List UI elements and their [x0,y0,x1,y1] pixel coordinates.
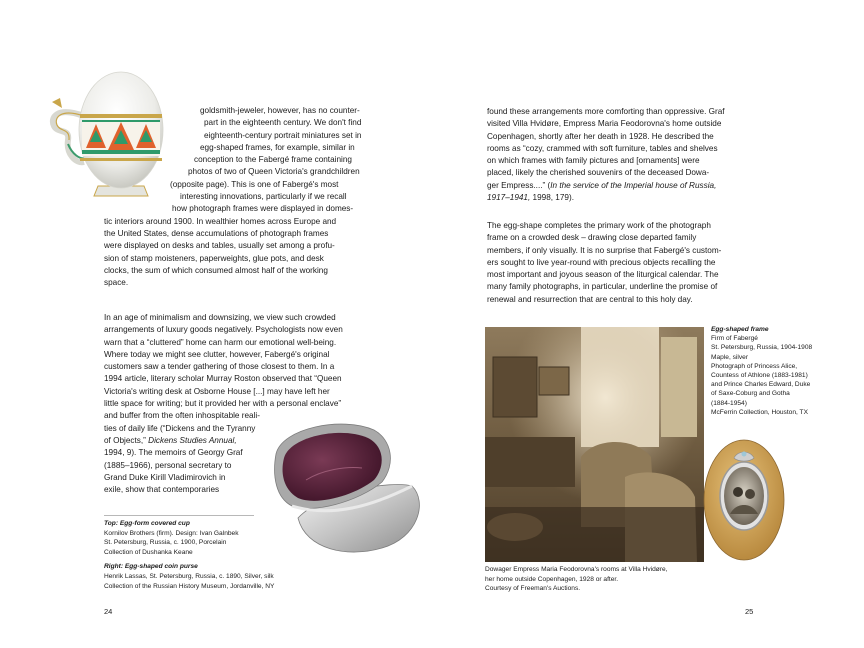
caption-line: and Prince Charles Edward, Duke [711,381,811,389]
caption-title: Right: Egg-shaped coin purse [104,563,198,571]
text-segment: ger Empress....” ( [487,180,551,190]
caption-line: her home outside Copenhagen, 1928 or after. [485,575,619,583]
italic-citation: In the service of the Imperial house of Russia, [550,180,717,190]
text-line: eighteenth-century portrait miniatures set in [204,130,362,140]
right-paragraph-1 [487,106,757,204]
text-line: 1994 article, literary scholar Murray Roston observed that “Queen [104,374,342,384]
caption-line: Maple, silver [711,353,749,361]
page-number-right: 25 [745,607,754,616]
text-line: many family photographs, in particular, underline the promise of [487,282,718,292]
villa-hvidore-room-photo [485,327,704,562]
text-line: visited Villa Hvidøre, Empress Maria Feodorovna's home outside [487,119,722,129]
text-line: most important and joyous season of the liturgical calendar. The [487,270,719,280]
right-paragraph-2 [487,220,757,306]
text-line: little space for writing; but it provided her with a personal enclave” [104,399,342,409]
caption-line: Dowager Empress Maria Feodorovna's rooms at Villa Hvidøre, [485,566,668,573]
text-line: ties of daily life (“Dickens and the Tyranny [104,423,256,433]
text-line: exile, show that contemporaries [104,485,220,495]
caption-line: Firm of Fabergé [711,335,758,343]
text-line: tic interiors around 1900. In wealthier homes across Europe and [104,216,337,226]
text-line: 1994, 9). The memoirs of Georgy Graf [104,448,243,458]
text-line: how photograph frames were displayed in domes- [172,204,354,214]
caption-line: Henrik Lassas, St. Petersburg, Russia, c. 1890, Silver, silk [104,572,274,580]
left-paragraph-1 [104,105,380,289]
text-line: interesting innovations, particularly if we recall [180,192,347,202]
text-line: clocks, the sum of which consumed almost half of the working [104,265,328,275]
italic-citation: Dickens Studies Annual, [148,435,237,445]
text-line: Grand Duke Kirill Vladimirovich in [104,472,226,482]
italic-citation: 1917–1941, [487,193,531,203]
frame-caption [711,325,861,417]
text-line: frame on a crowded desk – drawing close departed family [487,233,697,243]
text-line: warn that a “cluttered” home can harm our emotional well-being. [104,337,337,347]
caption-line: Courtesy of Freeman's Auctions. [485,585,581,593]
caption-line: Photograph of Princess Alice, [711,362,798,370]
caption-line: St. Petersburg, Russia, c. 1900, Porcelain [104,539,227,547]
text-line: ers sought to live year-round with precious objects recalling the [487,257,716,267]
text-line: were displayed on desks and tables, usually set among a profu- [104,241,335,251]
text-line: part in the eighteenth century. We don't find [204,118,362,128]
text-line: the United States, dense accumulations of photograph frames [104,228,329,238]
text-line: found these arrangements more comforting than oppressive. Graf [487,107,725,116]
text-line: goldsmith-jeweler, however, has no counter- [200,106,360,115]
caption-line: Collection of Dushanka Keane [104,548,193,556]
text-line: rooms as “cozy, crammed with soft furniture, tables and shelves [487,143,718,153]
caption-title: Top: Egg-form covered cup [104,520,190,527]
caption-title: Egg-shaped frame [711,326,769,333]
page-number-left: 24 [104,607,113,616]
caption-line: Countess of Athlone (1883-1981) [711,372,808,380]
caption-line: of Saxe-Coburg and Gotha [711,390,790,398]
text-line: (opposite page). This is one of Fabergé's most [170,179,339,189]
egg-shaped-frame-image [702,434,786,562]
text-line: In an age of minimalism and downsizing, we view such crowded [104,313,336,322]
text-line: conception to the Fabergé frame containing [194,155,352,165]
right-page [432,0,864,648]
text-line: on which frames with family pictures and [ornaments] were [487,156,700,166]
caption-line: (1884-1954) [711,399,747,407]
text-line: photos of two of Queen Victoria's grandchildren [188,167,360,177]
text-line: Copenhagen, shortly after her death in 1928. He described the [487,131,714,141]
caption-divider [104,515,254,516]
text-line: egg-shaped frames, for example, similar in [200,142,355,152]
text-segment: of Objects,” [104,435,146,445]
text-line: and buffer from the often inhospitable reali- [104,411,260,421]
left-caption [104,519,364,591]
caption-line: Collection of the Russian History Museum, Jordanville, NY [104,582,275,590]
text-line: Where today we might see clutter, however, Fabergé's original [104,349,330,359]
text-line [487,180,757,192]
text-line: Victoria's writing desk at Osborne House [...] may have left her [104,386,330,396]
text-segment: 1998, 179). [530,193,574,203]
text-line: sion of stamp moisteners, paperweights, glue pots, and desk [104,253,324,263]
text-line: The egg-shape completes the primary work of the photograph [487,221,711,230]
text-line: (1885–1966), personal secretary to [104,460,232,470]
text-line: space. [104,278,129,288]
text-line: placed, likely the cherished souvenirs of the deceased Dowa- [487,168,710,178]
text-line: members, if only visually. It is no surprise that Fabergé's custom- [487,245,722,255]
caption-line: McFerrin Collection, Houston, TX [711,408,808,416]
photo-caption [485,565,745,594]
text-line: arrangements of luxury goods negatively. Psychologists now even [104,325,343,335]
text-line: customers saw a tender gathering of those closest to them. In a [104,362,335,372]
caption-line: Kornilov Brothers (firm). Design: Ivan Galnbek [104,529,239,537]
text-line: renewal and resurrection that are central to this holy day. [487,294,693,304]
caption-line: St. Petersburg, Russia, 1904-1908 [711,344,813,352]
text-line [487,192,757,204]
